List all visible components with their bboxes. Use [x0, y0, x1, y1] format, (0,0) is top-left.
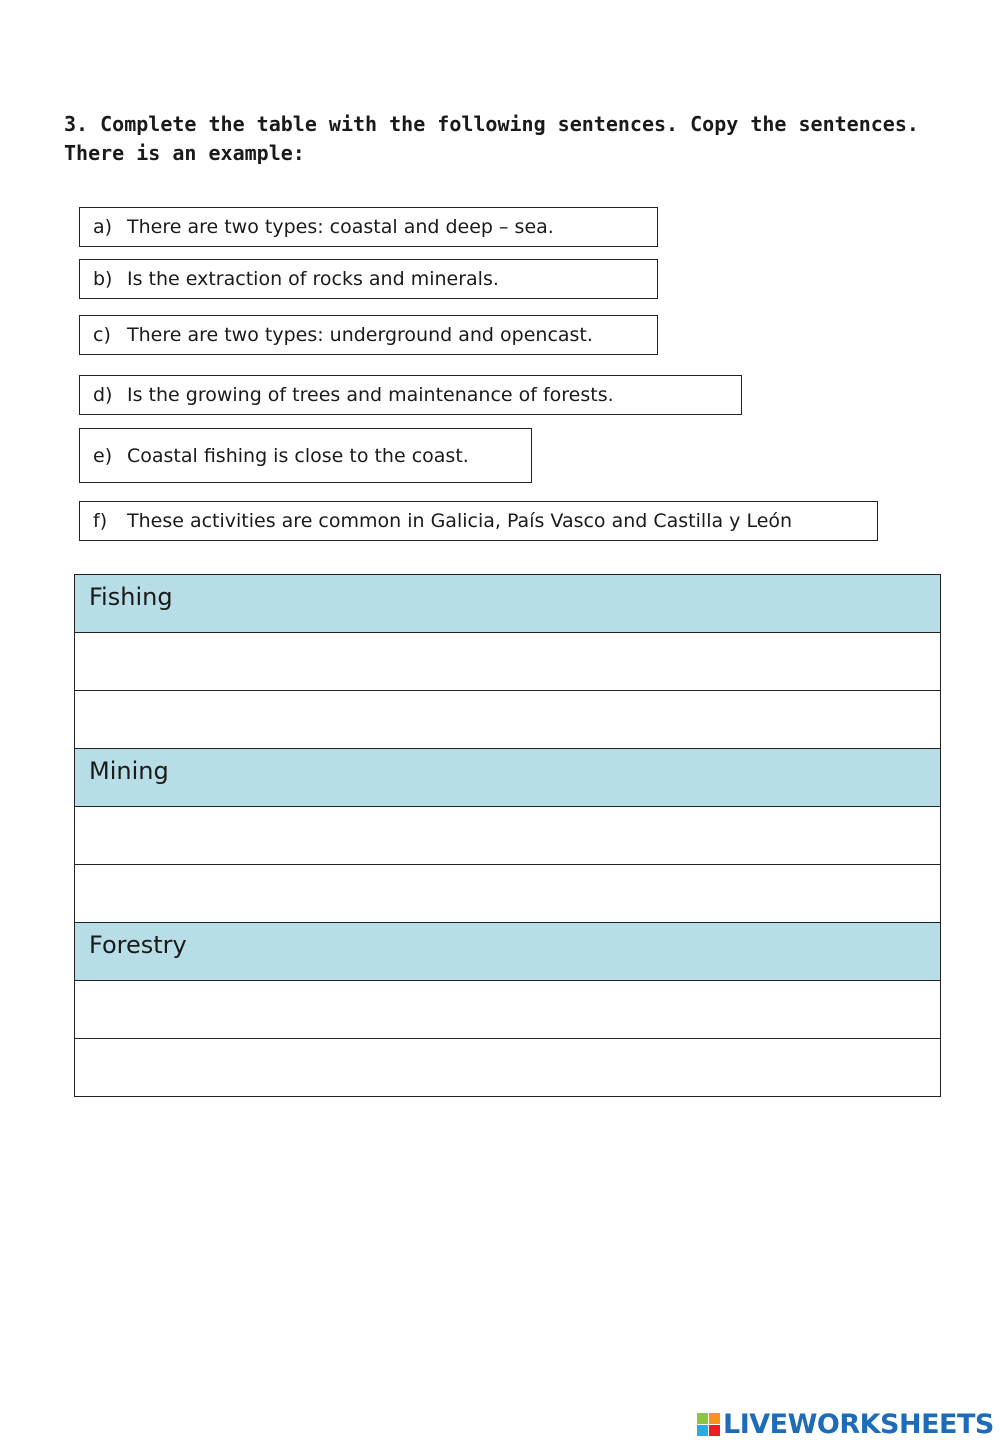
answer-cell[interactable]	[75, 807, 941, 865]
sentence-box-e[interactable]	[79, 428, 532, 483]
sentence-text: Coastal fishing is close to the coast.	[127, 444, 469, 467]
sentence-letter: f)	[93, 510, 108, 532]
sentence-letter: a)	[93, 216, 113, 238]
logo-square-icon	[697, 1413, 708, 1424]
instruction-line-2: There is an example:	[64, 141, 305, 165]
answer-input[interactable]	[89, 1038, 930, 1097]
liveworksheets-icon	[697, 1413, 720, 1436]
sentence-box-c[interactable]	[79, 315, 658, 355]
logo-square-icon	[709, 1425, 720, 1436]
instruction-line-1: 3. Complete the table with the following sentences. Copy the sentences.	[64, 112, 919, 136]
answer-input[interactable]	[89, 690, 930, 749]
answer-input[interactable]	[89, 980, 930, 1039]
sentence-text: These activities are common in Galicia, País Vasco and Castilla y León	[127, 510, 793, 532]
sentence-text: Is the extraction of rocks and minerals.	[127, 268, 499, 290]
answer-input[interactable]	[89, 632, 930, 691]
section-header-mining: Mining	[75, 749, 941, 807]
logo-square-icon	[709, 1413, 720, 1424]
sentence-letter: d)	[93, 384, 113, 406]
answer-table	[74, 574, 941, 1097]
instruction-text	[64, 110, 934, 168]
sentence-box-f[interactable]	[79, 501, 878, 541]
sentence-text: There are two types: coastal and deep – sea.	[127, 216, 554, 238]
liveworksheets-logo	[697, 1408, 994, 1440]
answer-cell[interactable]	[75, 1039, 941, 1097]
answer-input[interactable]	[89, 806, 930, 865]
sentence-letter: c)	[93, 324, 111, 346]
answer-cell[interactable]	[75, 981, 941, 1039]
sentence-letter: e)	[93, 444, 113, 467]
sentence-text: There are two types: underground and opencast.	[127, 324, 593, 346]
sentence-box-d[interactable]	[79, 375, 742, 415]
sentence-box-a[interactable]	[79, 207, 658, 247]
answer-cell[interactable]	[75, 691, 941, 749]
sentence-letter: b)	[93, 268, 113, 290]
section-header-fishing: Fishing	[75, 575, 941, 633]
answer-cell[interactable]	[75, 865, 941, 923]
answer-cell[interactable]	[75, 633, 941, 691]
sentence-box-b[interactable]	[79, 259, 658, 299]
section-header-forestry: Forestry	[75, 923, 941, 981]
sentence-text: Is the growing of trees and maintenance of forests.	[127, 384, 614, 406]
answer-input[interactable]	[89, 864, 930, 923]
logo-square-icon	[697, 1425, 708, 1436]
brand-name: LIVEWORKSHEETS	[723, 1408, 994, 1440]
